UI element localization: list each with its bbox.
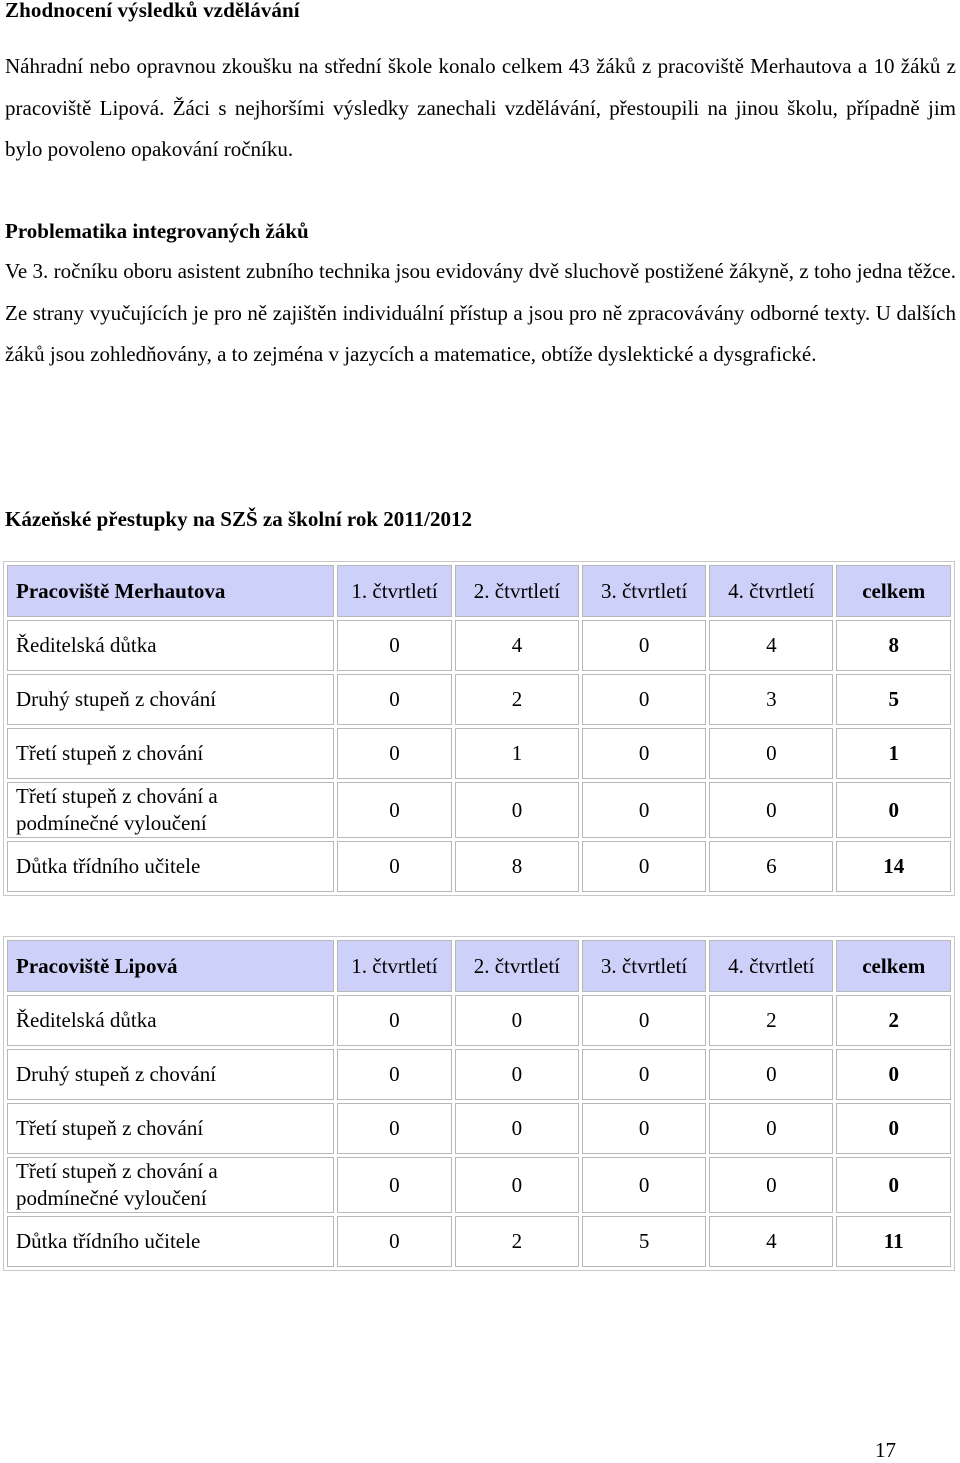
cell-q2: 2 <box>455 1216 579 1267</box>
column-header-total: celkem <box>836 940 951 992</box>
cell-q4: 4 <box>709 1216 833 1267</box>
cell-q3: 0 <box>582 1157 706 1213</box>
cell-total: 11 <box>836 1216 951 1267</box>
table-row <box>7 995 951 1046</box>
cell-q2: 0 <box>455 1049 579 1100</box>
cell-total: 0 <box>836 1103 951 1154</box>
cell-q1: 0 <box>337 1216 452 1267</box>
discipline-table-lipova <box>3 936 955 1271</box>
cell-q3: 0 <box>582 841 706 892</box>
cell-total: 5 <box>836 674 951 725</box>
cell-total: 14 <box>836 841 951 892</box>
table-row <box>7 674 951 725</box>
table-row <box>7 1049 951 1100</box>
cell-q4: 0 <box>709 1049 833 1100</box>
cell-q3: 0 <box>582 1103 706 1154</box>
column-header-q4: 4. čtvrtletí <box>709 940 833 992</box>
row-label: Třetí stupeň z chování a podmínečné vyloučení <box>7 1157 334 1213</box>
table-row <box>7 620 951 671</box>
cell-total: 0 <box>836 1049 951 1100</box>
cell-q2: 1 <box>455 728 579 779</box>
row-label: Třetí stupeň z chování <box>7 728 334 779</box>
cell-q2: 8 <box>455 841 579 892</box>
table-row <box>7 1157 951 1213</box>
table-row <box>7 841 951 892</box>
page-number: 17 <box>875 1438 896 1462</box>
discipline-table-merhautova <box>3 561 955 896</box>
heading-discipline: Kázeňské přestupky na SZŠ za školní rok 2011/2012 <box>5 507 472 531</box>
column-header-q2: 2. čtvrtletí <box>455 940 579 992</box>
heading-integrated-students: Problematika integrovaných žáků <box>5 219 309 243</box>
cell-q3: 0 <box>582 1049 706 1100</box>
cell-q3: 0 <box>582 620 706 671</box>
cell-q1: 0 <box>337 995 452 1046</box>
cell-q2: 0 <box>455 1103 579 1154</box>
table-row <box>7 1103 951 1154</box>
paragraph-exams: Náhradní nebo opravnou zkoušku na střední škole konalo celkem 43 žáků z pracoviště Merhautova a 10 žáků z pracoviště Lipová. Žáci s nejhoršími výsledky zanechali vzdělávání, přestoupili na jinou školu, případně jim bylo povoleno opakování ročníku. <box>5 54 956 161</box>
cell-total: 8 <box>836 620 951 671</box>
cell-q3: 0 <box>582 728 706 779</box>
cell-q3: 0 <box>582 995 706 1046</box>
cell-q4: 3 <box>709 674 833 725</box>
cell-q2: 2 <box>455 674 579 725</box>
cell-q4: 0 <box>709 782 833 838</box>
row-label: Třetí stupeň z chování <box>7 1103 334 1154</box>
cell-q4: 2 <box>709 995 833 1046</box>
column-header-q1: 1. čtvrtletí <box>337 565 452 617</box>
row-label: Ředitelská důtka <box>7 620 334 671</box>
cell-q1: 0 <box>337 1049 452 1100</box>
column-header-q3: 3. čtvrtletí <box>582 940 706 992</box>
cell-total: 2 <box>836 995 951 1046</box>
column-header-q4: 4. čtvrtletí <box>709 565 833 617</box>
cell-q4: 0 <box>709 1157 833 1213</box>
column-header-q1: 1. čtvrtletí <box>337 940 452 992</box>
table-header-row <box>7 565 951 617</box>
row-label: Důtka třídního učitele <box>7 841 334 892</box>
cell-q4: 6 <box>709 841 833 892</box>
cell-q4: 0 <box>709 1103 833 1154</box>
cell-total: 0 <box>836 782 951 838</box>
column-header-q3: 3. čtvrtletí <box>582 565 706 617</box>
paragraph-integrated-students: Ve 3. ročníku oboru asistent zubního technika jsou evidovány dvě sluchově postižené žákyně, z toho jedna těžce. Ze strany vyučujících je pro ně zajištěn individuální přístup a jsou pro ně zpracovávány odborné texty. U dalších žáků jsou zohledňovány, a to zejména v jazycích a matematice, obtíže dyslektické a dysgrafické. <box>5 259 956 366</box>
row-label: Důtka třídního učitele <box>7 1216 334 1267</box>
cell-q1: 0 <box>337 1103 452 1154</box>
cell-q1: 0 <box>337 674 452 725</box>
workplace-name: Pracoviště Lipová <box>7 940 334 992</box>
row-label: Třetí stupeň z chování a podmínečné vyloučení <box>7 782 334 838</box>
cell-q1: 0 <box>337 728 452 779</box>
cell-total: 1 <box>836 728 951 779</box>
cell-q3: 0 <box>582 782 706 838</box>
cell-q4: 4 <box>709 620 833 671</box>
section-title: Zhodnocení výsledků vzdělávání <box>5 0 300 22</box>
cell-q2: 0 <box>455 1157 579 1213</box>
workplace-name: Pracoviště Merhautova <box>7 565 334 617</box>
cell-q1: 0 <box>337 782 452 838</box>
table-row <box>7 728 951 779</box>
cell-q3: 5 <box>582 1216 706 1267</box>
cell-q2: 4 <box>455 620 579 671</box>
cell-q2: 0 <box>455 995 579 1046</box>
column-header-total: celkem <box>836 565 951 617</box>
cell-total: 0 <box>836 1157 951 1213</box>
cell-q2: 0 <box>455 782 579 838</box>
row-label: Druhý stupeň z chování <box>7 1049 334 1100</box>
row-label: Ředitelská důtka <box>7 995 334 1046</box>
table-header-row <box>7 940 951 992</box>
cell-q1: 0 <box>337 841 452 892</box>
row-label: Druhý stupeň z chování <box>7 674 334 725</box>
table-row <box>7 1216 951 1267</box>
cell-q3: 0 <box>582 674 706 725</box>
table-row <box>7 782 951 838</box>
cell-q4: 0 <box>709 728 833 779</box>
cell-q1: 0 <box>337 1157 452 1213</box>
cell-q1: 0 <box>337 620 452 671</box>
column-header-q2: 2. čtvrtletí <box>455 565 579 617</box>
